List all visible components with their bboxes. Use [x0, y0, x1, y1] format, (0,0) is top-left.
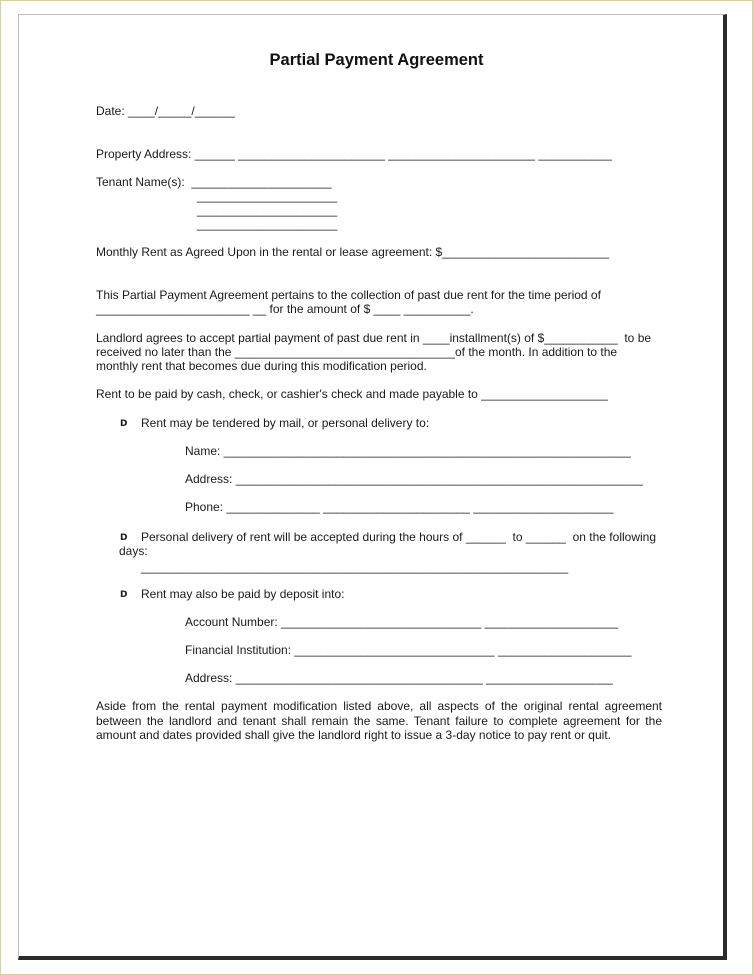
closing-paragraph: Aside from the rental payment modification listed above, all aspects of the original rental agreement between the landlord and tenant shall remain the same. Tenant failure to complete agreement for the amount and dates provided shall give the landlord right to issue a 3-day notice to pay rent or quit.: [96, 699, 662, 743]
tenant-name-blank: _____________________: [197, 217, 338, 231]
payable-to-field: Rent to be paid by cash, check, or cashier's check and made payable to ___________________: [96, 387, 608, 401]
delivery-address-field: Address: _____________________________________________________________: [185, 472, 643, 486]
pertains-text-line: This Partial Payment Agreement pertains to the collection of past due rent for the time period of: [96, 288, 601, 302]
tenant-name-blank: _____________________: [197, 189, 338, 203]
document-title: Partial Payment Agreement: [269, 51, 484, 69]
bullet-icon: D: [120, 590, 128, 600]
landlord-terms-line: received no later than the _________________________________of the month. In addition to the: [96, 345, 618, 359]
pertains-amount-line: _______________________ __ for the amount of $ ____ __________.: [96, 302, 474, 316]
delivery-hours-text: Personal delivery of rent will be accepted during the hours of ______ to ______ on the following: [141, 530, 657, 544]
property-address-field: Property Address: ______ ______________________ ______________________ ___________: [96, 147, 612, 161]
bullet-icon: D: [120, 533, 128, 543]
delivery-name-field: Name: _____________________________________________________________: [185, 444, 631, 458]
delivery-phone-field: Phone: ______________ ______________________ _____________________: [185, 500, 614, 514]
delivery-days-blank: ________________________________________________________________: [141, 560, 569, 574]
delivery-days-label: days:: [119, 544, 148, 558]
monthly-rent-field: Monthly Rent as Agreed Upon in the rental or lease agreement: $_________________________: [96, 245, 610, 259]
deposit-address-field: Address: _____________________________________ ___________________: [185, 671, 613, 685]
tenant-name-blank: _____________________: [197, 203, 338, 217]
landlord-terms-line: Landlord agrees to accept partial payment of past due rent in ____installment(s) of $___________ to be: [96, 331, 652, 345]
tendered-text: Rent may be tendered by mail, or personal delivery to:: [141, 416, 430, 430]
financial-institution-field: Financial Institution: ______________________________ ____________________: [185, 643, 632, 657]
tenant-names-field: Tenant Name(s): _____________________: [96, 175, 332, 189]
landlord-terms-line: monthly rent that becomes due during this modification period.: [96, 359, 427, 373]
account-number-field: Account Number: ______________________________ ____________________: [185, 615, 619, 629]
date-field: Date: ____/_____/______: [96, 104, 235, 118]
bullet-icon: D: [120, 419, 128, 429]
deposit-text: Rent may also be paid by deposit into:: [141, 587, 345, 601]
